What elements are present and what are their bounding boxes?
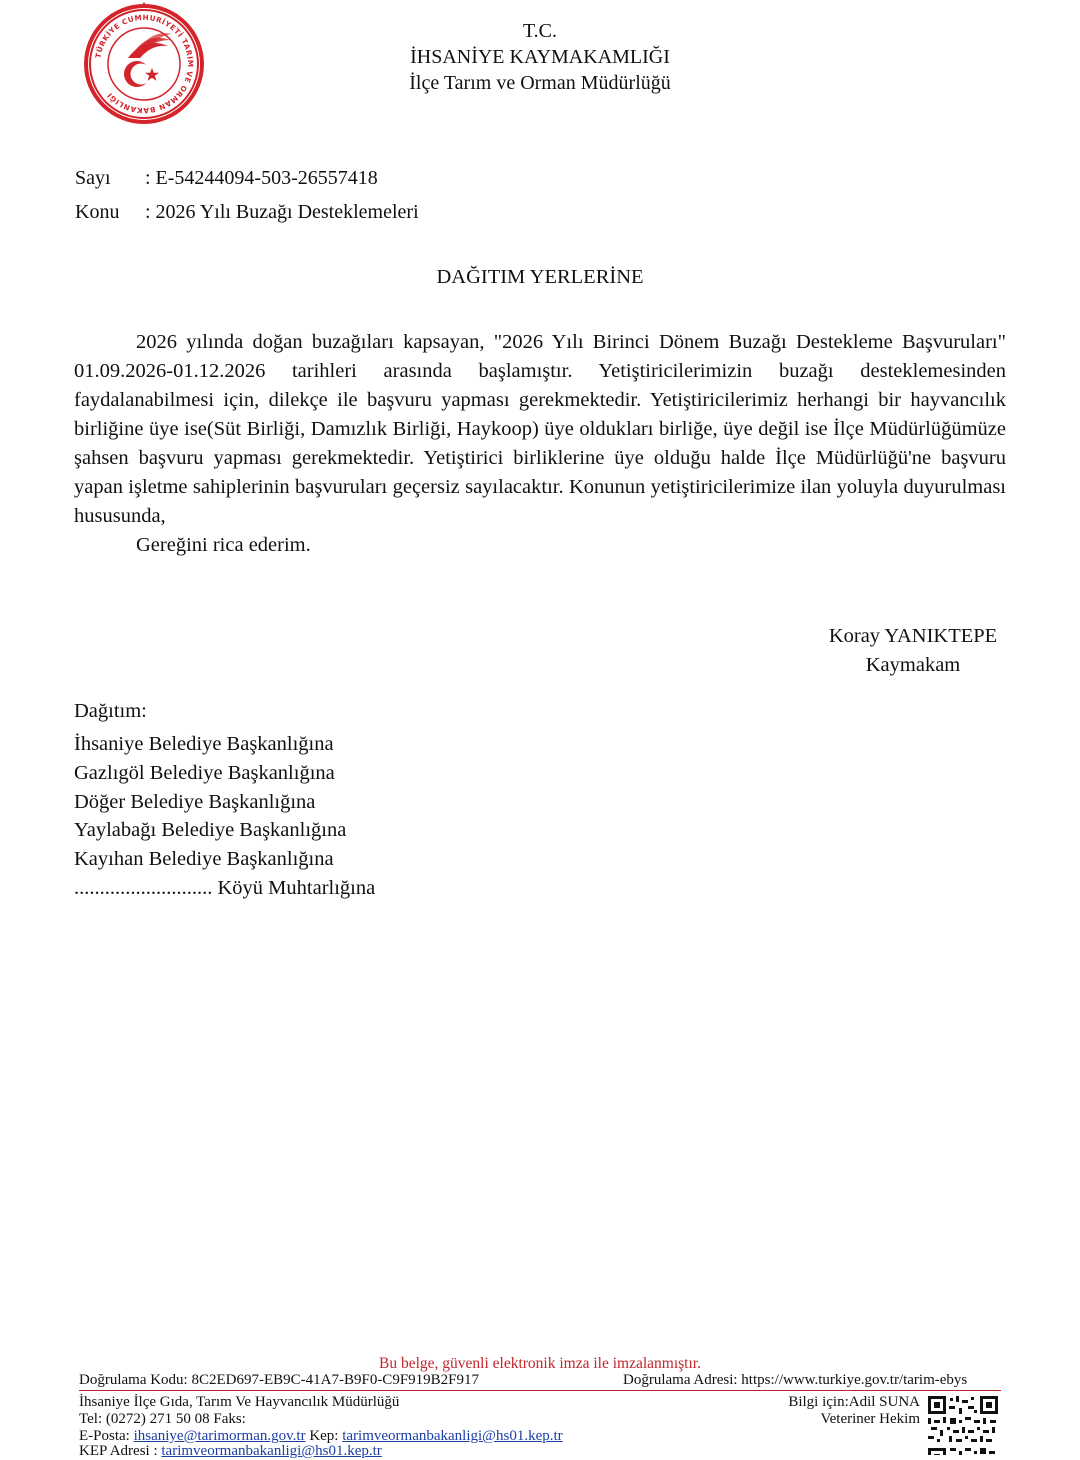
kep-address-link[interactable]: tarimveormanbakanligi@hs01.kep.tr <box>161 1443 382 1459</box>
verification-address[interactable]: Doğrulama Adresi: https://www.turkiye.gov.tr/tarim-ebys <box>623 1372 968 1388</box>
list-item: Yaylabağı Belediye Başkanlığına <box>74 819 347 842</box>
office-name: İhsaniye İlçe Gıda, Tarım Ve Hayvancılık Müdürlüğü <box>79 1394 400 1410</box>
list-item: Kayıhan Belediye Başkanlığına <box>74 848 334 871</box>
sayi-label: Sayı <box>75 167 111 189</box>
kep-address-row <box>79 1443 382 1460</box>
sayi-row <box>75 167 378 190</box>
konu-value: : 2026 Yılı Buzağı Desteklemeleri <box>145 201 419 223</box>
konu-row <box>75 201 419 224</box>
distribution-list <box>74 730 375 903</box>
kep-address-label: KEP Adresi : <box>79 1443 158 1459</box>
closing-line: Gereğini rica ederim. <box>136 534 311 556</box>
email-link[interactable]: ihsaniye@tarimorman.gov.tr <box>133 1428 306 1444</box>
info-contact: Bilgi için:Adil SUNA <box>788 1394 920 1410</box>
signature-block <box>800 622 1026 680</box>
header-directorate: İlçe Tarım ve Orman Müdürlüğü <box>409 72 671 94</box>
footer-divider <box>79 1390 1001 1391</box>
esign-notice: Bu belge, güvenli elektronik imza ile imzalanmıştır. <box>379 1355 701 1372</box>
svg-text:TÜRKİYE CUMHURİYETİ TARIM VE O: TÜRKİYE CUMHURİYETİ TARIM VE ORMAN BAKANLIĞI <box>93 12 196 116</box>
ministry-seal-logo <box>82 2 206 126</box>
kep-label: Kep: <box>309 1428 339 1444</box>
distribution-label: Dağıtım: <box>74 700 147 722</box>
office-tel: Tel: (0272) 271 50 08 Faks: <box>79 1411 246 1427</box>
sayi-value: : E-54244094-503-26557418 <box>145 167 378 189</box>
header-authority: İHSANİYE KAYMAKAMLIĞI <box>410 46 670 68</box>
email-label: E-Posta: <box>79 1428 130 1444</box>
qr-code-icon <box>928 1396 998 1455</box>
signatory-name: Koray YANIKTEPE <box>828 625 998 647</box>
signatory-title: Kaymakam <box>865 654 961 676</box>
header-tc: T.C. <box>522 20 558 42</box>
info-title: Veteriner Hekim <box>820 1411 920 1427</box>
kep-link[interactable]: tarimveormanbakanligi@hs01.kep.tr <box>342 1428 563 1444</box>
list-item: ........................... Köyü Muhtarlığına <box>74 876 376 899</box>
list-item: İhsaniye Belediye Başkanlığına <box>74 733 334 755</box>
body-paragraph: 2026 yılında doğan buzağıları kapsayan, "2026 Yılı Birinci Dönem Buzağı Destekleme Başvuruları" 01.09.2026-01.12.2026 tarihleri arasında başlamıştır. Yetiştiricilerimizin buzağı desteklemesinden faydalanabilmesi için, dilekçe ile başvuru yapması gerekmektedir. Yetiştiricilerimiz herhangi bir hayvancılık birliğine üye ise(Süt Birliği, Damızlık Birliği, Haykoop) üye oldukları birliğe, üye değil ise İlçe Müdürlüğümüze şahsen başvuru yapması gerekmektedir. Yetiştirici birliklerine üye olduğu halde İlçe Müdürlüğü'ne başvuru yapan işletme sahiplerinin başvuruları geçersiz sayılacaktır. Konunun yetiştiricilerimize ilan yoluyla duyurulması hususunda, <box>74 331 1006 527</box>
konu-label: Konu <box>75 201 120 223</box>
letter-body <box>74 328 1006 560</box>
recipient-heading: DAĞITIM YERLERİNE <box>436 266 644 288</box>
verification-code: Doğrulama Kodu: 8C2ED697-EB9C-41A7-B9F0-C9F919B2F917 <box>79 1372 480 1388</box>
list-item: Döğer Belediye Başkanlığına <box>74 790 316 813</box>
list-item: Gazlıgöl Belediye Başkanlığına <box>74 761 335 784</box>
